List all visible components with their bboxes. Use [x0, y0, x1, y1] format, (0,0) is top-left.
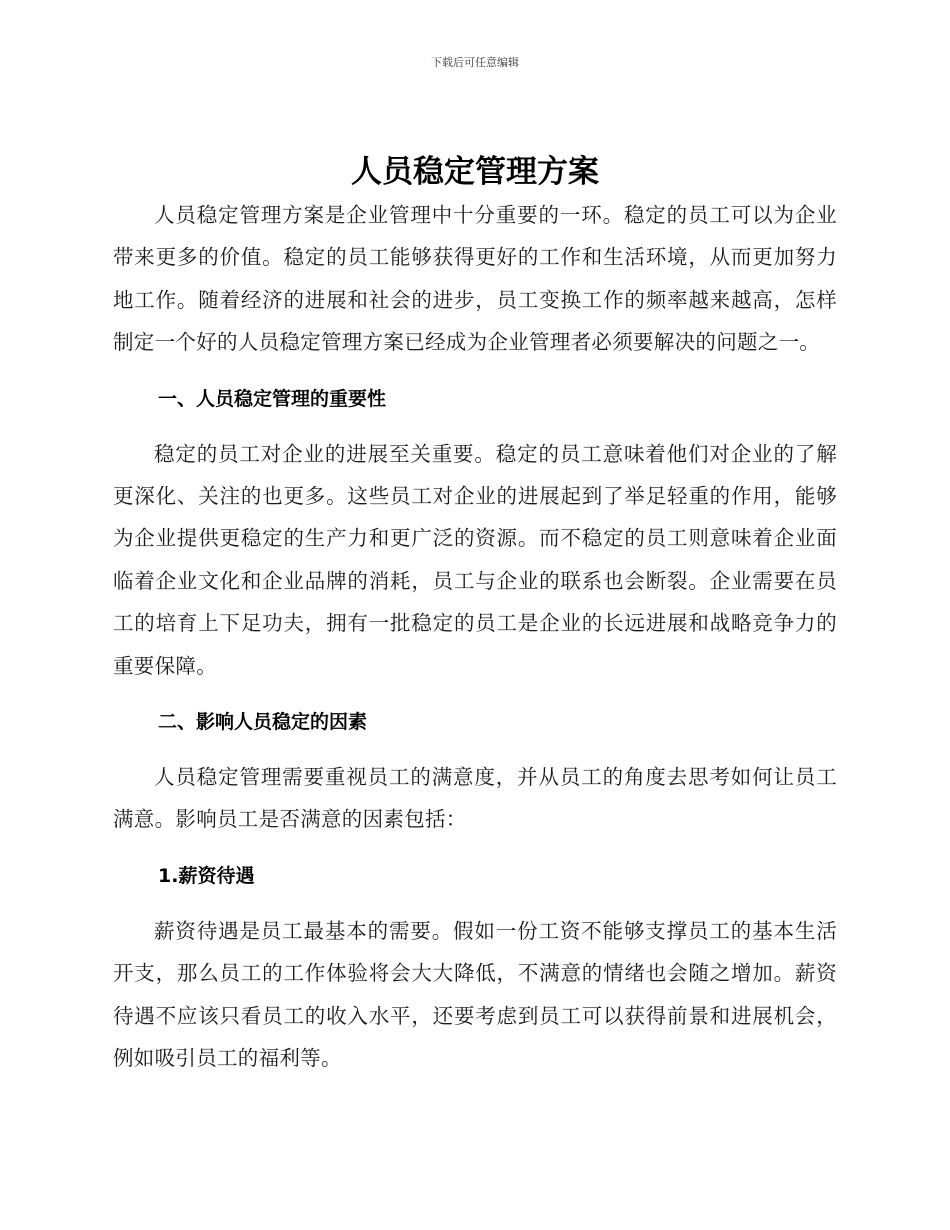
- intro-paragraph: 人员稳定管理方案是企业管理中十分重要的一环。稳定的员工可以为企业带来更多的价值。稳定的员工能够获得更好的工作和生活环境，从而更加努力地工作。随着经济的进展和社会的进步，员工变换工作的频率越来越高，怎样制定一个好的人员稳定管理方案已经成为企业管理者必须要解决的问题之一。: [113, 203, 837, 355]
- document-body: [113, 150, 837, 1080]
- section-body-importance: 稳定的员工对企业的进展至关重要。稳定的员工意味着他们对企业的了解更深化、关注的也更多。这些员工对企业的进展起到了举足轻重的作用，能够为企业提供更稳定的生产力和更广泛的资源。而不稳定的员工则意味着企业面临着企业文化和企业品牌的消耗，员工与企业的联系也会断裂。企业需要在员工的培育上下足功夫，拥有一批稳定的员工是企业的长远进展和战略竞争力的重要保障。: [113, 441, 837, 678]
- page-header-note: 下载后可任意编辑: [431, 56, 519, 69]
- document-title: 人员稳定管理方案: [351, 154, 599, 190]
- subsection-body-salary: 薪资待遇是员工最基本的需要。假如一份工资不能够支撑员工的基本生活开支，那么员工的工作体验将会大大降低，不满意的情绪也会随之增加。薪资待遇不应该只看员工的收入水平，还要考虑到员工可以获得前景和进展机会，例如吸引员工的福利等。: [113, 918, 837, 1071]
- section-heading-importance: 一、人员稳定管理的重要性: [158, 387, 387, 410]
- section-body-factors: 人员稳定管理需要重视员工的满意度，并从员工的角度去思考如何让员工满意。影响员工是否满意的因素包括：: [113, 765, 837, 832]
- section-heading-factors: 二、影响人员稳定的因素: [158, 711, 368, 734]
- subsection-heading-salary: 1.薪资待遇: [158, 864, 255, 887]
